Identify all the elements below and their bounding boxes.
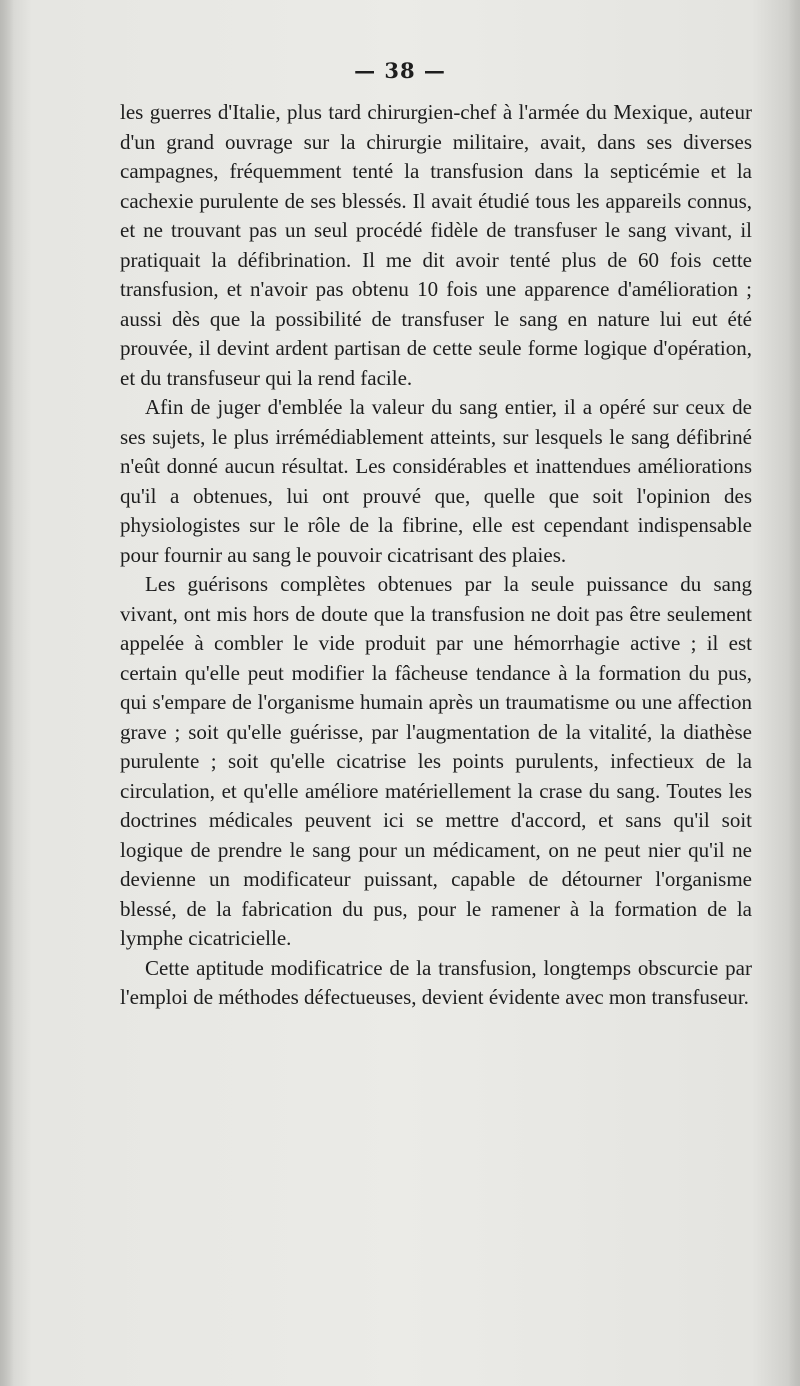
paragraph-1: les guerres d'Italie, plus tard chirurgien-chef à l'armée du Mexique, auteur d'un grand ouvrage sur la chirurgie militaire, avait, dans ses diverses campagnes, fréquemment tenté la transfusion dans la septicémie et la cachexie purulente de ses blessés. Il avait étudié tous les appareils connus, et ne trouvant pas un seul procédé fidèle de transfuser le sang vivant, il pratiquait la défibrination. Il me dit avoir tenté plus de 60 fois cette transfusion, et n'avoir pas obtenu 10 fois une apparence d'amélioration ; aussi dès que la possibilité de transfuser le sang en nature lui eut été prouvée, il devint ardent partisan de cette seule forme logique d'opération, et du transfuseur qui la rend facile. [120, 100, 752, 390]
paragraph-2: Afin de juger d'emblée la valeur du sang entier, il a opéré sur ceux de ses sujets, le plus irrémédiablement atteints, sur lesquels le sang défibriné n'eût donné aucun résultat. Les considérables et inattendues améliorations qu'il a obtenues, lui ont prouvé que, quelle que soit l'opinion des physiologistes sur le rôle de la fibrine, elle est cependant indispensable pour fournir au sang le pouvoir cicatrisant des plaies. [120, 395, 752, 567]
page-shadow-left [0, 0, 14, 1386]
paragraph-4: Cette aptitude modificatrice de la transfusion, longtemps obscurcie par l'emploi de méthodes défectueuses, devient évidente avec mon transfuseur. [120, 955, 752, 1009]
page-number: — 38 — [354, 58, 446, 83]
paragraph-3: Les guérisons complètes obtenues par la seule puissance du sang vivant, ont mis hors de doute que la transfusion ne doit pas être seulement appelée à combler le vide produit par une hémorrhagie active ; il est certain qu'elle peut modifier la fâcheuse tendance à la formation du pus, qui s'empare de l'organisme humain après un traumatisme ou une affection grave ; soit qu'elle guérisse, par l'augmentation de la vitalité, la diathèse purulente ; soit qu'elle cicatrise les points purulents, infectieux de la circulation, et qu'elle améliore matériellement la crase du sang. Toutes les doctrines médicales peuvent ici se mettre d'accord, et sans qu'il soit logique de prendre le sang pour un médicament, on ne peut nier qu'il ne devienne un modificateur puissant, capable de détourner l'organisme blessé, de la fabrication du pus, pour le ramener à la formation de la lymphe cicatricielle. [120, 572, 752, 950]
page-shadow-right [788, 0, 800, 1386]
body-text [120, 98, 752, 1013]
